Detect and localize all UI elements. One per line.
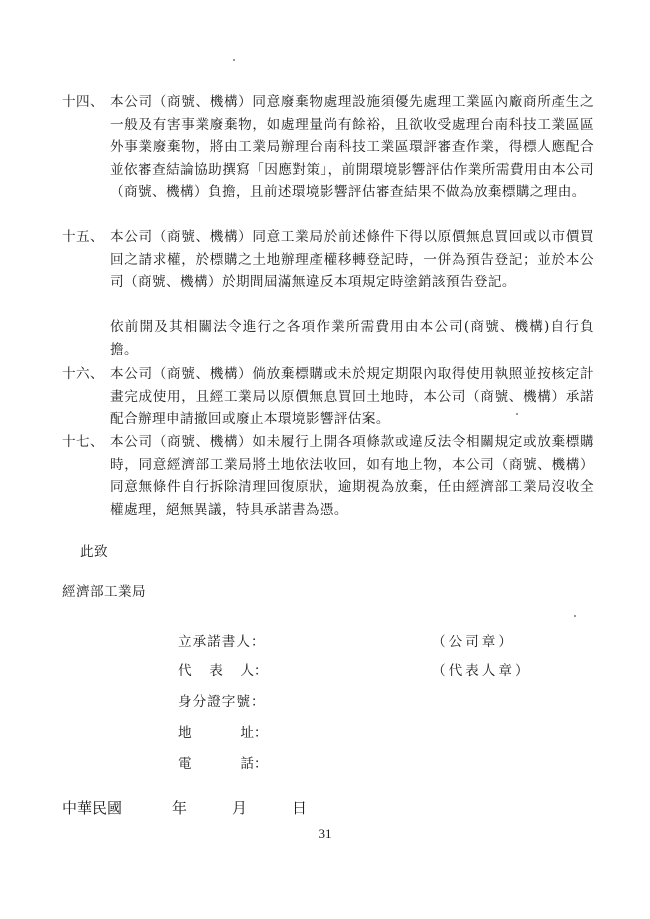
id-number-label: 身分證字號：: [178, 694, 266, 710]
date-year: 年: [172, 799, 188, 817]
clause-number: 十六、: [62, 366, 104, 382]
phone-label: 電 話 ：: [178, 756, 268, 772]
clause-16: [62, 363, 594, 431]
representative-label: 代 表 人 ：: [178, 663, 268, 679]
clause-17: [62, 431, 594, 521]
address-label: 地 址 ：: [178, 725, 268, 741]
clause-text: 本公司（商號、機構）同意廢棄物處理設施須優先處理工業區內廠商所產生之一般及有害事業廢棄物，如處理量尚有餘裕，且欲收受處理台南科技工業區區外事業廢棄物，將由工業局辦理台南科技工業區環評審查作業，得標人應配合並依審查結論協助撰寫「因應對策」，前開環境影響評估作業所需費用由本公司（商號、機構）負擔，且前述環境影響評估審查結果不做為放棄標購之理由。: [110, 94, 594, 200]
recipient: 經濟部工業局: [62, 584, 146, 600]
clause-15: [62, 226, 594, 294]
clause-number: 十四、: [62, 94, 104, 110]
representative-seal: （代表人章）: [432, 663, 532, 679]
clause-text: 本公司（商號、機構）倘放棄標購或未於規定期限內取得使用執照並按核定計畫完成使用，且經工業局以原價無息買回土地時，本公司（商號、機構）承諾配合辦理申請撤回或廢止本環境影響評估案。: [110, 366, 594, 427]
clause-number: 十五、: [62, 229, 104, 245]
date-era: 中華民國: [62, 799, 123, 817]
clause-15-supplement: 依前開及其相關法令進行之各項作業所需費用由本公司(商號、機構)自行負擔。: [110, 319, 594, 358]
scan-speck: [574, 615, 576, 617]
promisor-label: 立承諾書人：: [178, 634, 266, 650]
salutation: 此致: [80, 544, 108, 560]
date-day: 日: [292, 799, 308, 817]
date-month: 月: [232, 799, 248, 817]
clause-text: 本公司（商號、機構）如未履行上開各項條款或違反法令相關規定或放棄標購時，同意經濟部工業局將土地依法收回，如有地上物，本公司（商號、機構）同意無條件自行拆除清理回復原狀，逾期視為放棄，任由經濟部工業局沒收全權處理，絕無異議，特具承諾書為憑。: [110, 434, 594, 518]
scan-speck: [233, 59, 235, 61]
clause-number: 十七、: [62, 434, 104, 450]
page-number: 31: [318, 826, 332, 841]
clause-14: [62, 91, 594, 204]
clause-text: 本公司（商號、機構）同意工業局於前述條件下得以原價無息買回或以市價買回之請求權，於標購之土地辦理產權移轉登記時，一併為預告登記；並於本公司（商號、機構）於期間屆滿無違反本項規定時塗銷該預告登記。: [110, 229, 594, 290]
date-line: [62, 797, 308, 818]
company-seal: （公司章）: [432, 634, 515, 650]
scan-speck: [516, 413, 518, 415]
